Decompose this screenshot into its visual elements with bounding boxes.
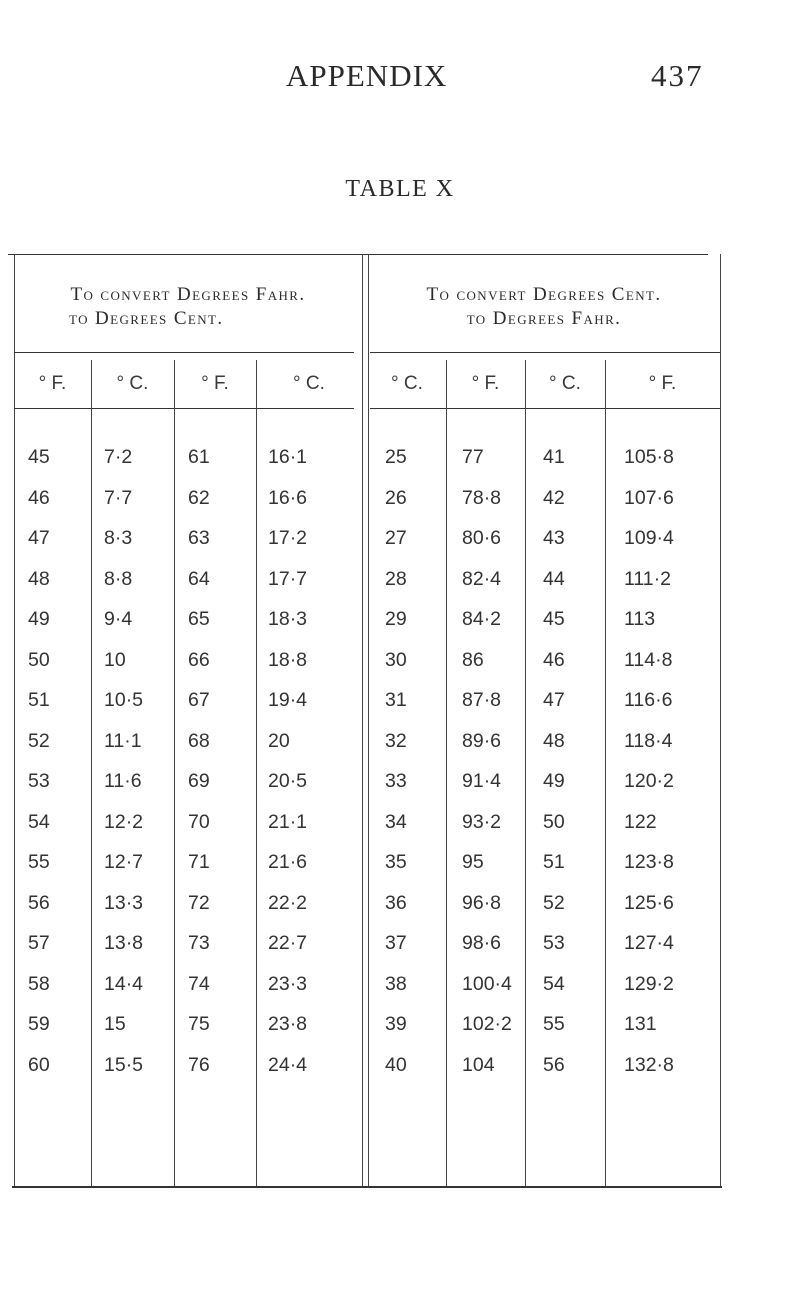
table-row	[0, 1013, 800, 1053]
table-row	[0, 527, 800, 567]
table-row	[0, 892, 800, 932]
table-bottom-rule	[12, 1186, 722, 1188]
column-header: ° F.	[201, 373, 229, 394]
table-row	[0, 811, 800, 851]
table-cell: 30	[385, 648, 407, 671]
table-cell: 70	[188, 810, 210, 833]
table-cell: 16·6	[268, 486, 308, 509]
table-cell: 86	[462, 648, 484, 671]
table-cell: 59	[28, 1013, 50, 1035]
table-row	[0, 932, 800, 972]
table-cell: 120·2	[624, 770, 674, 792]
table-cell: 48	[543, 729, 565, 752]
table-cell: 55	[543, 1013, 565, 1035]
table-cell: 48	[28, 567, 50, 590]
table-cell: 96·8	[462, 891, 502, 914]
table-cell: 47	[28, 527, 50, 549]
table-cell: 113	[624, 608, 656, 630]
table-top-rule	[8, 254, 708, 255]
table-cell: 15·5	[104, 1053, 144, 1076]
table-cell: 32	[385, 729, 407, 752]
table-row	[0, 649, 800, 689]
table-cell: 89·6	[462, 729, 502, 752]
table-cell: 17·2	[268, 527, 308, 549]
table-cell: 49	[28, 608, 50, 630]
table-cell: 75	[188, 1013, 210, 1035]
table-cell: 10·5	[104, 689, 144, 711]
column-header: ° C.	[549, 373, 581, 394]
cent-to-fahr-title-line2: to Degrees Fahr.	[466, 308, 622, 329]
table-cell: 38	[385, 972, 407, 995]
cent-to-fahr-title-line1: To convert Degrees Cent.	[426, 284, 662, 305]
table-cell: 67	[188, 689, 210, 711]
table-cell: 122	[624, 810, 657, 833]
table-cell: 7·2	[104, 446, 133, 468]
table-cell: 11·6	[104, 770, 142, 792]
table-cell: 21·6	[268, 851, 308, 873]
table-cell: 125·6	[624, 891, 674, 914]
table-cell: 45	[543, 608, 565, 630]
table-cell: 43	[543, 527, 565, 549]
table-cell: 116·6	[624, 689, 673, 711]
section-rule-right	[370, 352, 720, 353]
table-cell: 45	[28, 446, 50, 468]
table-cell: 27	[385, 527, 407, 549]
table-cell: 54	[28, 810, 50, 833]
table-cell: 35	[385, 851, 407, 873]
table-cell: 100·4	[462, 972, 512, 995]
table-cell: 91·4	[462, 770, 502, 792]
table-cell: 80·6	[462, 527, 502, 549]
table-cell: 36	[385, 891, 407, 914]
table-cell: 132·8	[624, 1053, 674, 1076]
table-cell: 18·8	[268, 648, 308, 671]
table-row	[0, 487, 800, 527]
table-cell: 107·6	[624, 486, 674, 509]
table-cell: 40	[385, 1053, 407, 1076]
table-cell: 8·8	[104, 567, 133, 590]
table-cell: 53	[543, 932, 565, 954]
table-cell: 69	[188, 770, 210, 792]
table-cell: 39	[385, 1013, 407, 1035]
table-cell: 46	[28, 486, 50, 509]
table-cell: 12·7	[104, 851, 144, 873]
table-cell: 111·2	[624, 567, 671, 590]
table-cell: 8·3	[104, 527, 133, 549]
table-cell: 13·8	[104, 932, 144, 954]
table-cell: 20	[268, 729, 290, 752]
table-cell: 63	[188, 527, 210, 549]
table-row	[0, 689, 800, 729]
running-head-title: APPENDIX	[286, 58, 448, 93]
table-cell: 28	[385, 567, 407, 590]
table-cell: 129·2	[624, 972, 674, 995]
table-cell: 50	[28, 648, 50, 671]
column-header: ° F.	[648, 373, 677, 394]
table-cell: 41	[543, 446, 565, 468]
table-cell: 25	[385, 446, 407, 468]
table-cell: 87·8	[462, 689, 502, 711]
table-cell: 47	[543, 689, 565, 711]
table-cell: 127·4	[624, 932, 674, 954]
table-cell: 49	[543, 770, 565, 792]
table-cell: 16·1	[268, 446, 308, 468]
table-row	[0, 730, 800, 770]
column-header: ° F.	[38, 373, 67, 394]
table-cell: 17·7	[268, 567, 308, 590]
table-cell: 60	[28, 1053, 50, 1076]
table-cell: 44	[543, 567, 565, 590]
table-cell: 57	[28, 932, 50, 954]
table-cell: 118·4	[624, 729, 673, 752]
table-cell: 10	[104, 648, 126, 671]
table-row	[0, 1054, 800, 1094]
table-cell: 78·8	[462, 486, 502, 509]
table-cell: 11·1	[104, 729, 142, 752]
table-cell: 51	[28, 689, 50, 711]
table-cell: 7·7	[104, 486, 133, 509]
table-cell: 26	[385, 486, 407, 509]
table-cell: 74	[188, 972, 210, 995]
table-cell: 33	[385, 770, 407, 792]
column-header: ° C.	[116, 373, 149, 394]
table-cell: 34	[385, 810, 407, 833]
table-cell: 56	[543, 1053, 565, 1076]
column-headers	[0, 373, 800, 403]
table-cell: 77	[462, 446, 484, 468]
table-cell: 68	[188, 729, 210, 752]
table-cell: 64	[188, 567, 210, 590]
table-cell: 9·4	[104, 608, 133, 630]
page-number: 437	[651, 58, 704, 93]
column-header: ° C.	[391, 373, 423, 394]
table-row	[0, 608, 800, 648]
table-cell: 13·3	[104, 891, 144, 914]
table-cell: 21·1	[268, 810, 308, 833]
fahr-to-cent-title-line1: To convert Degrees Fahr.	[70, 284, 306, 305]
table-cell: 93·2	[462, 810, 502, 833]
table-cell: 22·2	[268, 891, 308, 914]
table-cell: 12·2	[104, 810, 144, 833]
table-cell: 95	[462, 851, 484, 873]
table-cell: 131	[624, 1013, 657, 1035]
table-cell: 22·7	[268, 932, 308, 954]
table-cell: 104	[462, 1053, 495, 1076]
table-cell: 58	[28, 972, 50, 995]
fahr-to-cent-title-line2: to Degrees Cent.	[69, 308, 224, 329]
table-cell: 62	[188, 486, 210, 509]
running-head	[0, 52, 800, 92]
table-cell: 71	[188, 851, 210, 873]
cent-to-fahr-title	[368, 283, 720, 331]
section-rule-left	[14, 352, 354, 353]
table-cell: 52	[543, 891, 565, 914]
table-cell: 98·6	[462, 932, 502, 954]
table-cell: 51	[543, 851, 565, 873]
column-header: ° F.	[471, 373, 500, 394]
table-cell: 19·4	[268, 689, 308, 711]
table-title: TABLE X	[345, 176, 455, 202]
table-cell: 53	[28, 770, 50, 792]
table-cell: 72	[188, 891, 210, 914]
table-cell: 56	[28, 891, 50, 914]
table-cell: 76	[188, 1053, 210, 1076]
table-cell: 73	[188, 932, 210, 954]
table-cell: 123·8	[624, 851, 674, 873]
table-row	[0, 851, 800, 891]
table-cell: 20·5	[268, 770, 308, 792]
table-cell: 50	[543, 810, 565, 833]
table-cell: 18·3	[268, 608, 308, 630]
table-cell: 55	[28, 851, 50, 873]
table-cell: 66	[188, 648, 210, 671]
table-cell: 29	[385, 608, 407, 630]
table-cell: 84·2	[462, 608, 502, 630]
table-cell: 24·4	[268, 1053, 308, 1076]
table-cell: 23·3	[268, 972, 308, 995]
table-cell: 14·4	[104, 972, 144, 995]
table-cell: 65	[188, 608, 210, 630]
column-header: ° C.	[293, 373, 325, 394]
table-row	[0, 770, 800, 810]
table-cell: 102·2	[462, 1013, 512, 1035]
table-cell: 52	[28, 729, 50, 752]
table-row	[0, 446, 800, 486]
table-cell: 46	[543, 648, 565, 671]
table-cell: 15	[104, 1013, 126, 1035]
table-cell: 114·8	[624, 648, 673, 671]
header-rule-right	[370, 408, 720, 409]
table-cell: 37	[385, 932, 407, 954]
table-cell: 31	[385, 689, 407, 711]
table-cell: 42	[543, 486, 565, 509]
table-row	[0, 568, 800, 608]
table-cell: 23·8	[268, 1013, 308, 1035]
header-rule-left	[14, 408, 354, 409]
table-cell: 82·4	[462, 567, 502, 590]
table-cell: 109·4	[624, 527, 674, 549]
table-row	[0, 973, 800, 1013]
table-cell: 54	[543, 972, 565, 995]
table-cell: 61	[188, 446, 210, 468]
fahr-to-cent-title	[14, 283, 362, 331]
table-cell: 105·8	[624, 446, 674, 468]
